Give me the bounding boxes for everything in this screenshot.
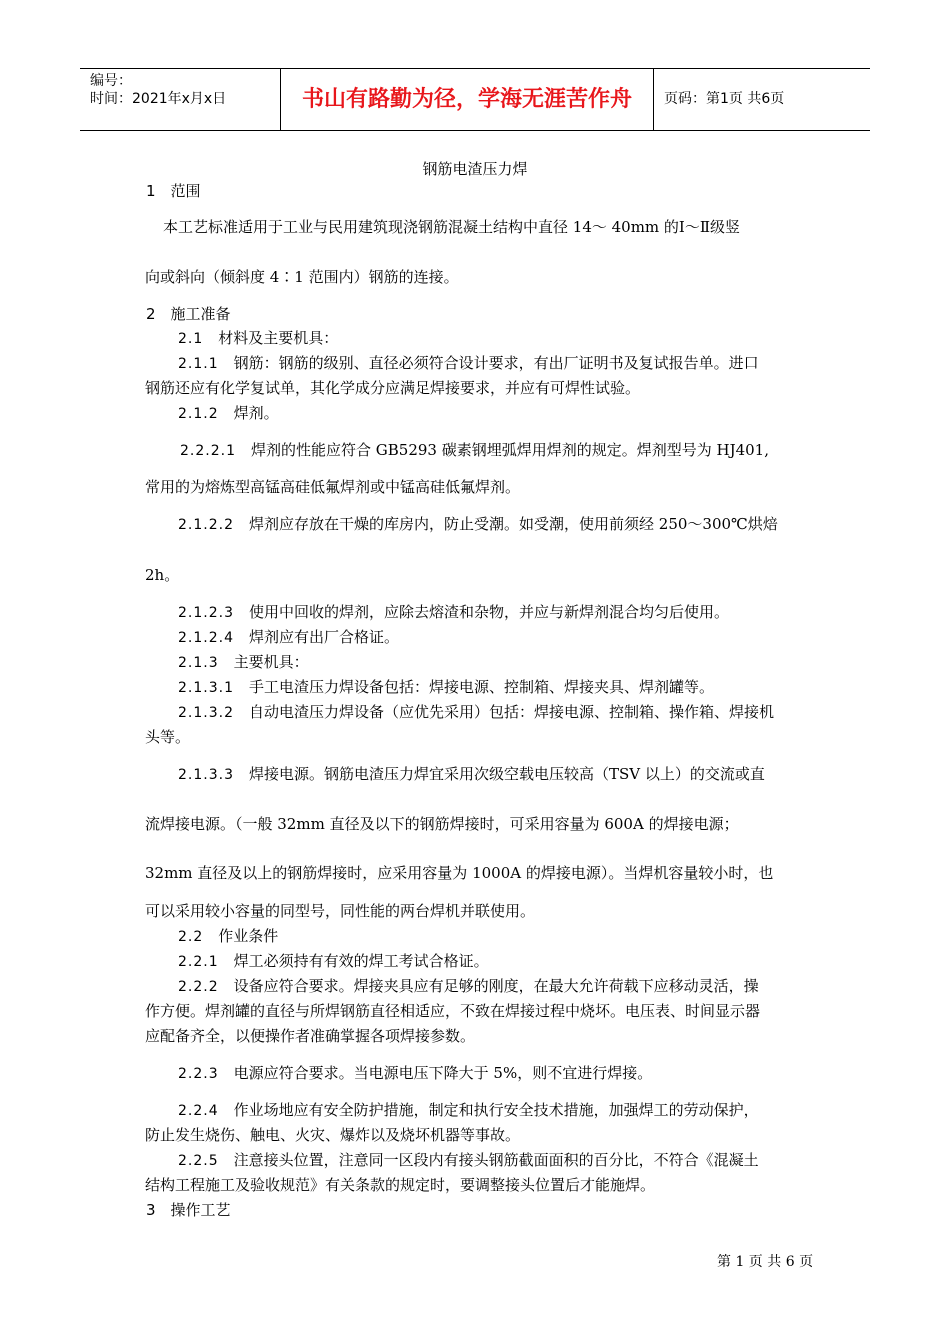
paragraph-line: 防止发生烧伤、触电、火灾、爆炸以及烧坏机器等事故。: [145, 1126, 521, 1144]
paragraph-line: 32mm 直径及以上的钢筋焊接时，应采用容量为 1000A 的焊接电源）。当焊机容量较小时，也: [145, 864, 774, 882]
section-heading: 1 范围: [146, 182, 201, 200]
header-left-cell: [80, 69, 281, 130]
paragraph-line: 2.1.1 钢筋：钢筋的级别、直径必须符合设计要求，有出厂证明书及复试报告单。进口: [178, 354, 759, 372]
paragraph-line: 2.1.2 焊剂。: [178, 404, 279, 422]
page-footer: 第 1 页 共 6 页: [717, 1254, 814, 1270]
paragraph-line: 2.1.2.3 使用中回收的焊剂，应除去熔渣和杂物，并应与新焊剂混合均匀后使用。: [178, 603, 730, 621]
paragraph-line: 2.2.2.1 焊剂的性能应符合 GB5293 碳素钢埋弧焊用焊剂的规定。焊剂型号为 HJ401,: [180, 441, 769, 459]
paragraph-line: 2h。: [145, 566, 180, 584]
paragraph-line: 2.1.3.1 手工电渣压力焊设备包括：焊接电源、控制箱、焊接夹具、焊剂罐等。: [178, 678, 715, 696]
motto-text: 书山有路勤为径，学海无涯苦作舟: [281, 69, 654, 130]
paragraph-line: 2.2 作业条件: [178, 927, 279, 945]
paragraph-line: 2.1.3 主要机具：: [178, 653, 309, 671]
document-title: 钢筋电渣压力焊: [422, 160, 528, 178]
paragraph-line: 2.1.2.4 焊剂应有出厂合格证。: [178, 628, 400, 646]
paragraph-line: 2.2.2 设备应符合要求。焊接夹具应有足够的刚度，在最大允许荷载下应移动灵活，操: [178, 977, 759, 995]
date-text: 时间：2021年x月x日: [90, 91, 227, 107]
section-heading: 2 施工准备: [146, 305, 231, 323]
paragraph-line: 2.1.3.2 自动电渣压力焊设备（应优先采用）包括：焊接电源、控制箱、操作箱、焊接机: [178, 703, 775, 721]
paragraph-line: 2.1 材料及主要机具：: [178, 329, 339, 347]
paragraph-line: 向或斜向（倾斜度 4∶1 范围内）钢筋的连接。: [145, 268, 459, 286]
paragraph-line: 结构工程施工及验收规范》有关条款的规定时，要调整接头位置后才能施焊。: [145, 1176, 656, 1194]
paragraph-line: 钢筋还应有化学复试单，其化学成分应满足焊接要求，并应有可焊性试验。: [145, 379, 641, 397]
paragraph-line: 流焊接电源。（一般 32mm 直径及以下的钢筋焊接时，可采用容量为 600A 的焊接电源；: [145, 815, 739, 833]
paragraph-line: 2.2.1 焊工必须持有有效的焊工考试合格证。: [178, 952, 489, 970]
code-label: 编号：: [90, 73, 132, 89]
page-info: 页码：第1页 共6页: [664, 91, 785, 107]
paragraph-line: 可以采用较小容量的同型号，同性能的两台焊机并联使用。: [145, 902, 536, 920]
paragraph-line: 2.2.5 注意接头位置，注意同一区段内有接头钢筋截面面积的百分比，不符合《混凝土: [178, 1151, 759, 1169]
header-table: [80, 68, 870, 131]
section-heading: 3 操作工艺: [146, 1201, 231, 1219]
paragraph-line: 2.2.4 作业场地应有安全防护措施，制定和执行安全技术措施，加强焊工的劳动保护，: [178, 1101, 759, 1119]
paragraph-line: 应配备齐全，以便操作者准确掌握各项焊接参数。: [145, 1027, 476, 1045]
paragraph-line: 2.1.3.3 焊接电源。钢筋电渣压力焊宜采用次级空载电压较高（TSV 以上）的交流或直: [178, 765, 765, 783]
paragraph-line: 常用的为熔炼型高锰高硅低氟焊剂或中锰高硅低氟焊剂。: [145, 478, 521, 496]
paragraph-line: 作方便。焊剂罐的直径与所焊钢筋直径相适应，不致在焊接过程中烧坏。电压表、时间显示器: [145, 1002, 761, 1020]
paragraph-line: 头等。: [145, 728, 191, 746]
paragraph-line: 本工艺标准适用于工业与民用建筑现浇钢筋混凝土结构中直径 14～ 40mm 的Ⅰ～Ⅱ级竖: [163, 218, 741, 236]
paragraph-line: 2.1.2.2 焊剂应存放在干燥的库房内，防止受潮。如受潮，使用前须经 250～300℃烘焙: [178, 515, 778, 533]
paragraph-line: 2.2.3 电源应符合要求。当电源电压下降大于 5%，则不宜进行焊接。: [178, 1064, 653, 1082]
